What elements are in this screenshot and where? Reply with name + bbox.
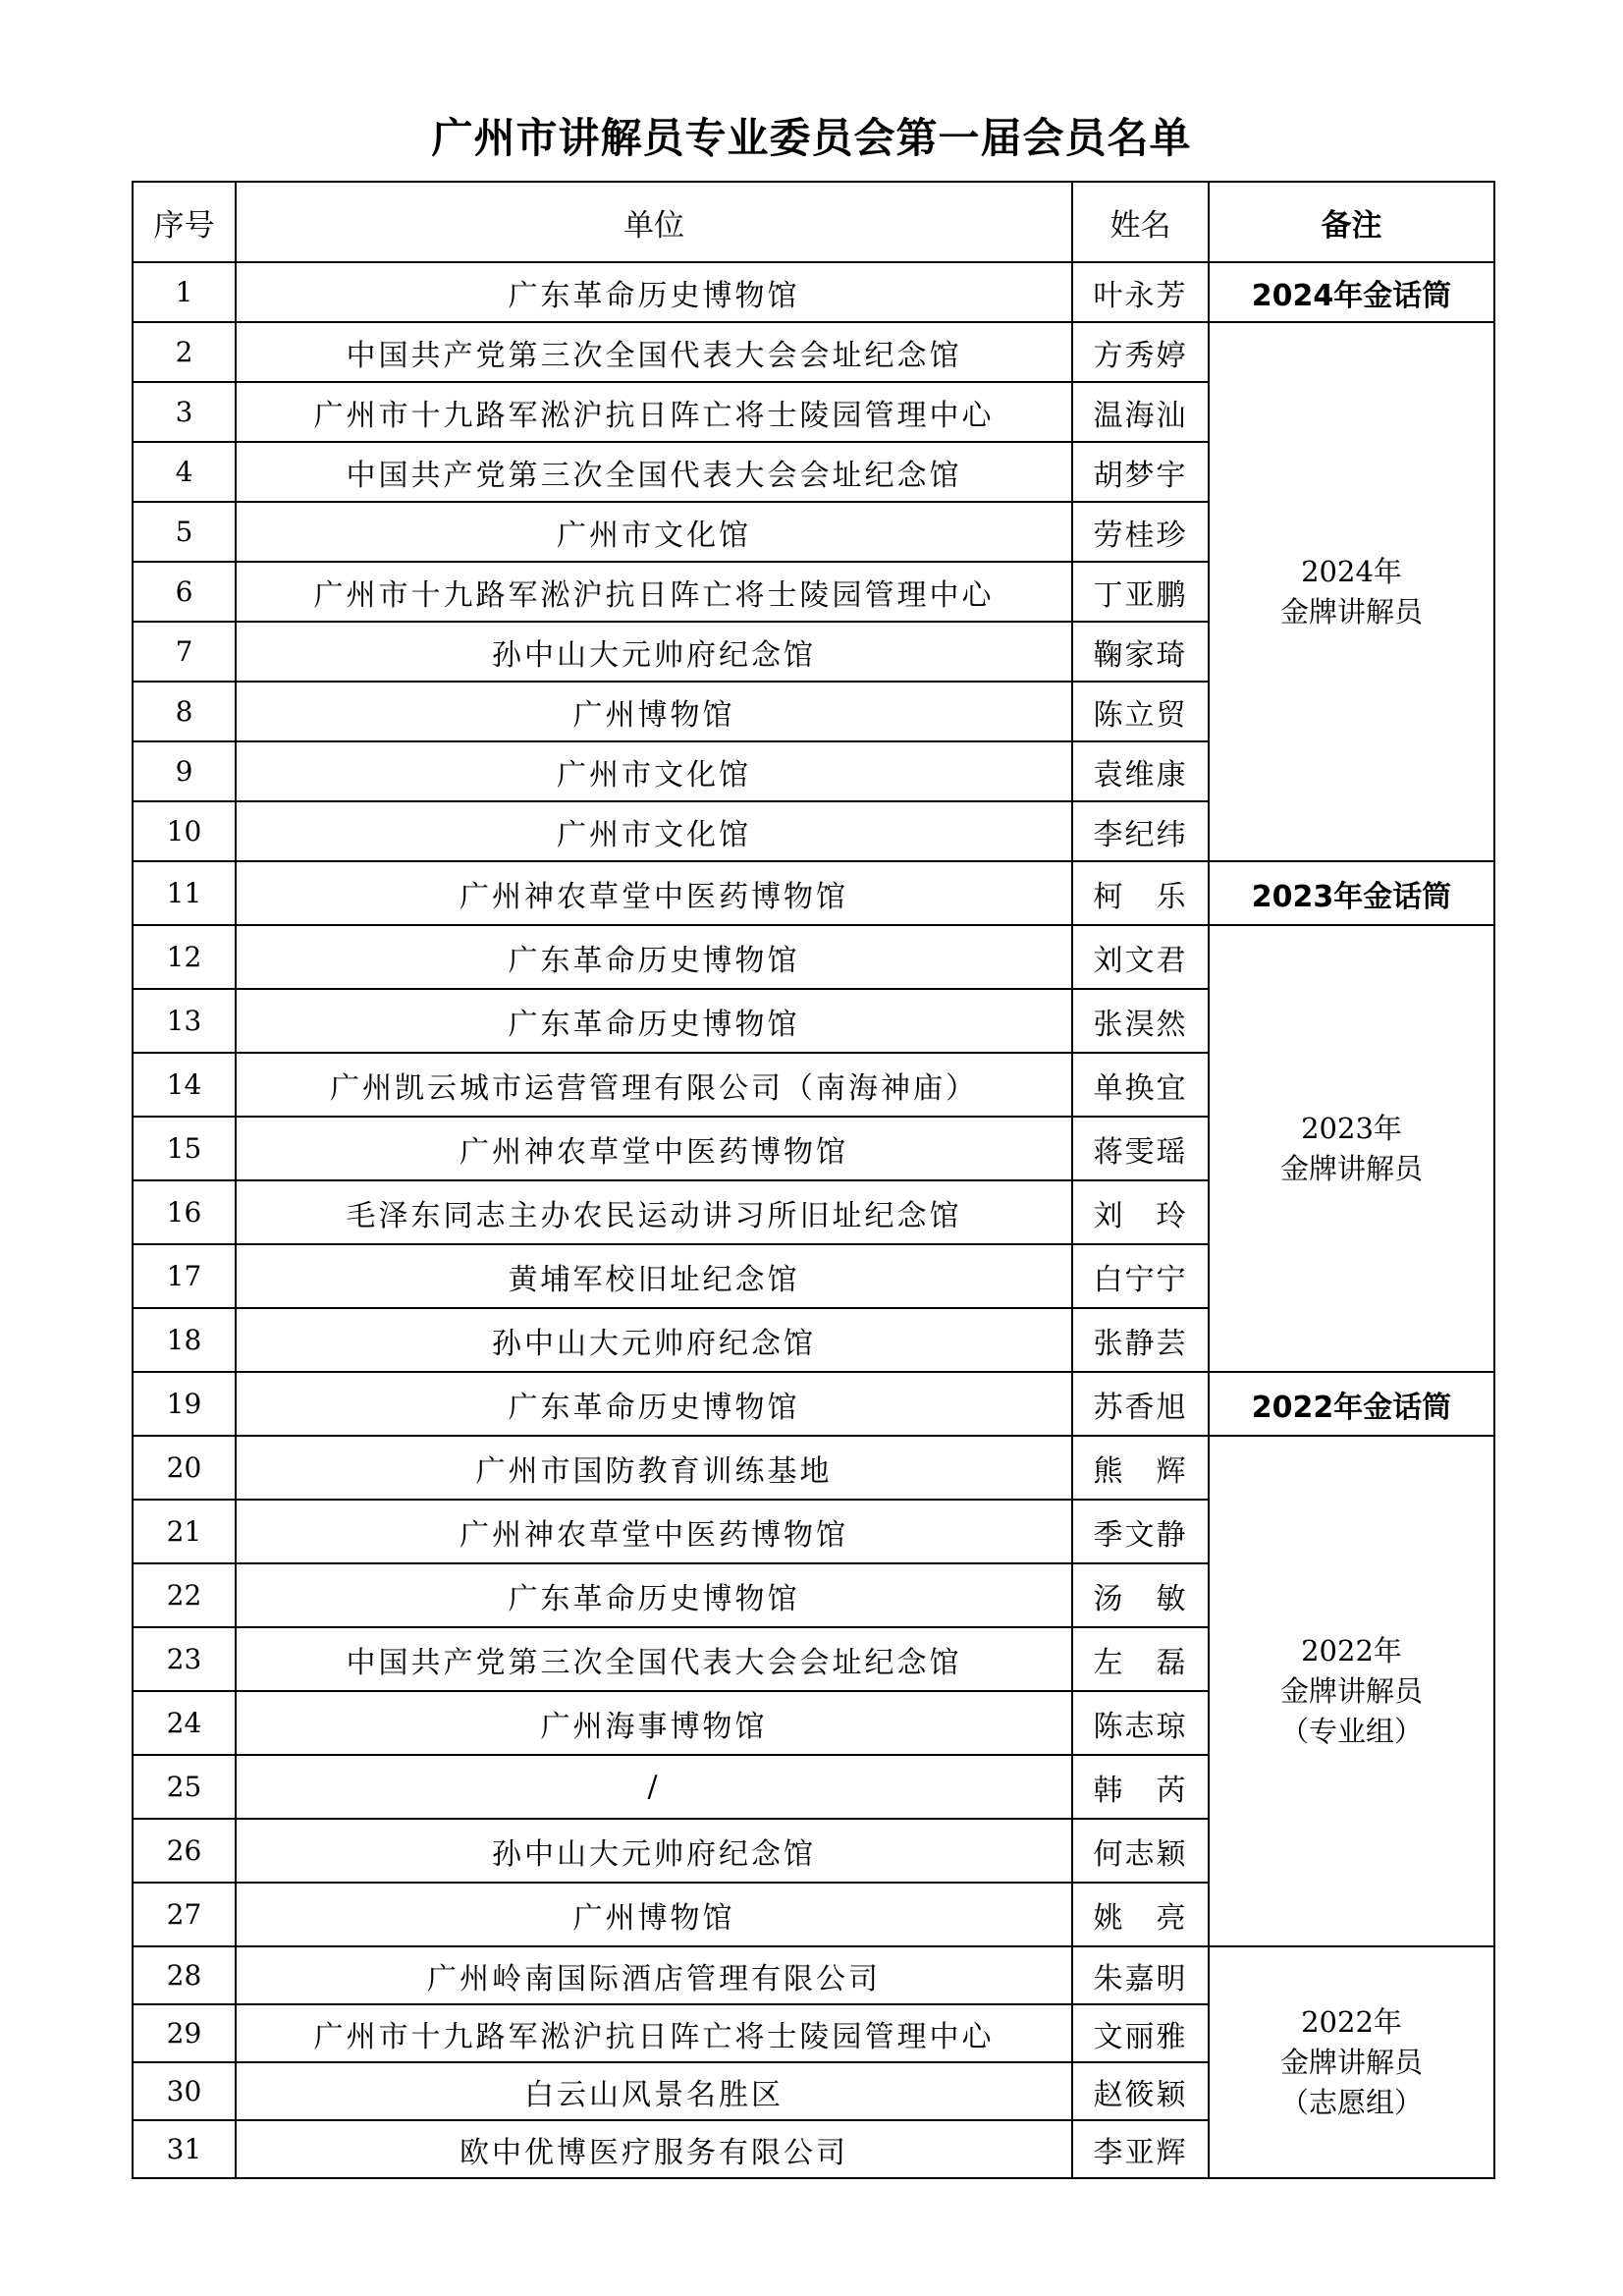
row-unit: 广州博物馆 [236,682,1072,741]
note-group-2022-vol [1209,1946,1494,2178]
table-row [133,925,1494,989]
row-no: 19 [133,1372,236,1436]
row-name: 刘文君 [1072,925,1209,989]
row-no: 10 [133,801,236,861]
note-line: 2022年 [1301,1633,1402,1667]
row-no: 24 [133,1691,236,1755]
row-no: 8 [133,682,236,741]
row-unit: 广州神农草堂中医药博物馆 [236,1117,1072,1180]
row-unit: 广州岭南国际酒店管理有限公司 [236,1946,1072,2004]
row-name: 何志颖 [1072,1819,1209,1883]
row-name: 刘 玲 [1072,1180,1209,1244]
row-no: 3 [133,382,236,442]
header-name: 姓名 [1072,182,1209,262]
header-unit: 单位 [236,182,1072,262]
row-name: 胡梦宇 [1072,442,1209,502]
row-name: 袁维康 [1072,741,1209,801]
row-name: 方秀婷 [1072,322,1209,382]
header-note: 备注 [1209,182,1494,262]
row-unit: 中国共产党第三次全国代表大会会址纪念馆 [236,322,1072,382]
row-unit: 广州神农草堂中医药博物馆 [236,861,1072,925]
row-no: 16 [133,1180,236,1244]
row-no: 28 [133,1946,236,2004]
row-name: 汤 敏 [1072,1563,1209,1627]
row-no: 23 [133,1627,236,1691]
row-name: 姚 亮 [1072,1883,1209,1946]
row-no: 7 [133,622,236,682]
row-unit: 广州博物馆 [236,1883,1072,1946]
row-name: 柯 乐 [1072,861,1209,925]
row-no: 31 [133,2120,236,2178]
row-name: 白宁宁 [1072,1244,1209,1308]
row-unit: 广东革命历史博物馆 [236,925,1072,989]
table-row [133,1372,1494,1436]
row-no: 2 [133,322,236,382]
row-no: 17 [133,1244,236,1308]
table-row [133,1946,1494,2004]
note-award-2022: 2022年金话筒 [1209,1372,1494,1436]
note-group-2024 [1209,322,1494,861]
row-name: 张淏然 [1072,989,1209,1053]
row-no: 12 [133,925,236,989]
row-no: 11 [133,861,236,925]
note-line: 金牌讲解员 [1279,1673,1423,1708]
row-unit: 孙中山大元帅府纪念馆 [236,1819,1072,1883]
header-no: 序号 [133,182,236,262]
row-unit: / [236,1755,1072,1819]
row-name: 李亚辉 [1072,2120,1209,2178]
row-name: 文丽雅 [1072,2004,1209,2062]
note-line: （志愿组） [1279,2085,1423,2119]
member-table [132,181,1495,2179]
row-name: 温海汕 [1072,382,1209,442]
row-no: 21 [133,1500,236,1563]
row-unit: 中国共产党第三次全国代表大会会址纪念馆 [236,442,1072,502]
row-name: 季文静 [1072,1500,1209,1563]
row-unit: 广州市十九路军淞沪抗日阵亡将士陵园管理中心 [236,382,1072,442]
row-no: 22 [133,1563,236,1627]
row-name: 鞠家琦 [1072,622,1209,682]
note-award-2024: 2024年金话筒 [1209,262,1494,322]
row-no: 4 [133,442,236,502]
row-no: 14 [133,1053,236,1117]
row-name: 单换宜 [1072,1053,1209,1117]
note-line: 2023年 [1301,1111,1402,1145]
row-name: 苏香旭 [1072,1372,1209,1436]
row-no: 18 [133,1308,236,1372]
row-no: 20 [133,1436,236,1500]
row-unit: 广东革命历史博物馆 [236,262,1072,322]
note-line: 2024年 [1301,554,1402,588]
row-no: 9 [133,741,236,801]
row-unit: 广州海事博物馆 [236,1691,1072,1755]
note-group-2022-pro [1209,1436,1494,1946]
row-unit: 白云山风景名胜区 [236,2062,1072,2120]
row-no: 29 [133,2004,236,2062]
row-name: 陈立贸 [1072,682,1209,741]
row-unit: 广东革命历史博物馆 [236,989,1072,1053]
row-unit: 黄埔军校旧址纪念馆 [236,1244,1072,1308]
row-name: 左 磊 [1072,1627,1209,1691]
row-unit: 广州市国防教育训练基地 [236,1436,1072,1500]
row-no: 6 [133,562,236,622]
row-no: 26 [133,1819,236,1883]
row-name: 蒋雯瑶 [1072,1117,1209,1180]
row-unit: 广州市十九路军淞沪抗日阵亡将士陵园管理中心 [236,2004,1072,2062]
row-unit: 孙中山大元帅府纪念馆 [236,1308,1072,1372]
row-name: 张静芸 [1072,1308,1209,1372]
note-group-2023 [1209,925,1494,1372]
row-unit: 广州市十九路军淞沪抗日阵亡将士陵园管理中心 [236,562,1072,622]
row-unit: 广东革命历史博物馆 [236,1372,1072,1436]
note-line: 金牌讲解员 [1279,1151,1423,1185]
row-name: 陈志琼 [1072,1691,1209,1755]
row-name: 赵筱颖 [1072,2062,1209,2120]
row-name: 劳桂珍 [1072,502,1209,562]
row-no: 27 [133,1883,236,1946]
row-unit: 广州神农草堂中医药博物馆 [236,1500,1072,1563]
note-line: （专业组） [1279,1714,1423,1748]
row-unit: 毛泽东同志主办农民运动讲习所旧址纪念馆 [236,1180,1072,1244]
note-line: 2022年 [1301,2004,1402,2039]
table-header-row [133,182,1494,262]
row-name: 叶永芳 [1072,262,1209,322]
row-name: 朱嘉明 [1072,1946,1209,2004]
table-row [133,262,1494,322]
table-row [133,861,1494,925]
note-award-2023: 2023年金话筒 [1209,861,1494,925]
row-no: 15 [133,1117,236,1180]
row-unit: 广州市文化馆 [236,502,1072,562]
row-unit: 广州市文化馆 [236,801,1072,861]
row-no: 1 [133,262,236,322]
row-unit: 欧中优博医疗服务有限公司 [236,2120,1072,2178]
row-name: 熊 辉 [1072,1436,1209,1500]
row-name: 李纪纬 [1072,801,1209,861]
table-row [133,322,1494,382]
note-line: 金牌讲解员 [1279,594,1423,629]
row-unit: 广州凯云城市运营管理有限公司（南海神庙） [236,1053,1072,1117]
row-no: 5 [133,502,236,562]
row-no: 13 [133,989,236,1053]
row-name: 丁亚鹏 [1072,562,1209,622]
row-unit: 广州市文化馆 [236,741,1072,801]
note-line: 金牌讲解员 [1279,2045,1423,2079]
row-no: 25 [133,1755,236,1819]
row-no: 30 [133,2062,236,2120]
row-unit: 中国共产党第三次全国代表大会会址纪念馆 [236,1627,1072,1691]
row-unit: 广东革命历史博物馆 [236,1563,1072,1627]
table-row [133,1436,1494,1500]
row-name: 韩 芮 [1072,1755,1209,1819]
page-title: 广州市讲解员专业委员会第一届会员名单 [431,114,1192,162]
row-unit: 孙中山大元帅府纪念馆 [236,622,1072,682]
